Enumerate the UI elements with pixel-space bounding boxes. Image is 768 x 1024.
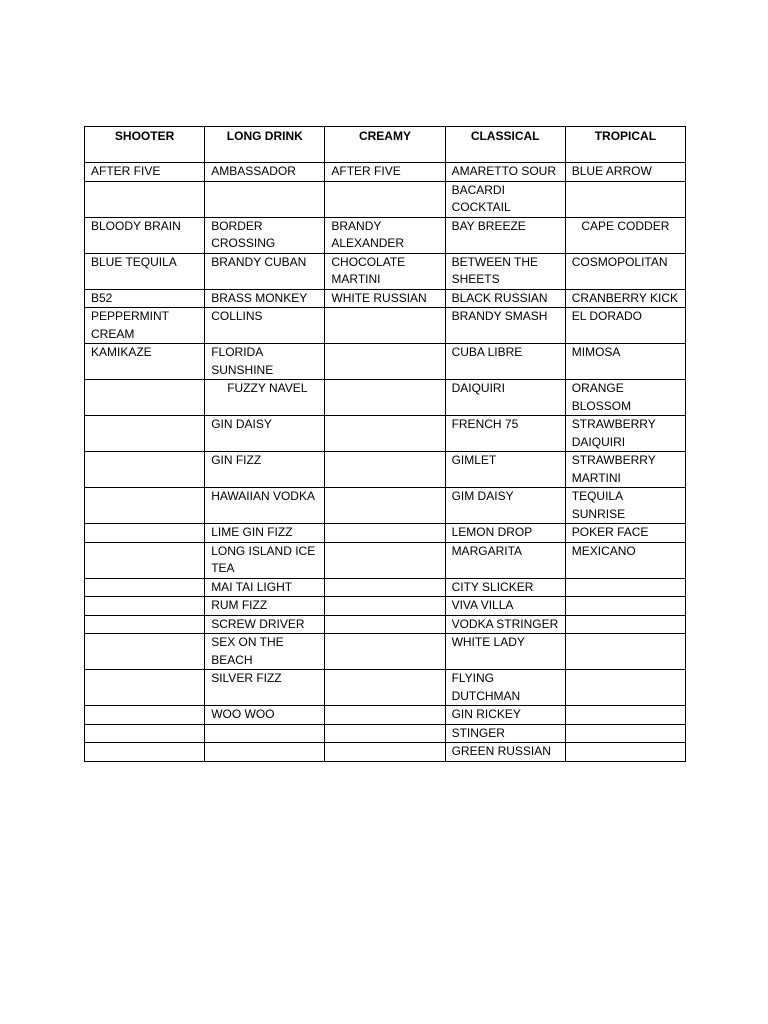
- cell-shooter: [85, 706, 205, 725]
- cell-creamy: [325, 488, 445, 524]
- cell-tropical: EL DORADO: [565, 308, 685, 344]
- cell-long-drink: [205, 181, 325, 217]
- cell-tropical: POKER FACE: [565, 524, 685, 543]
- cell-creamy: [325, 181, 445, 217]
- cell-long-drink: WOO WOO: [205, 706, 325, 725]
- cell-shooter: BLOODY BRAIN: [85, 217, 205, 253]
- cell-shooter: [85, 380, 205, 416]
- table-row: [85, 597, 686, 616]
- cell-long-drink: RUM FIZZ: [205, 597, 325, 616]
- cell-classical: STINGER: [445, 724, 565, 743]
- cell-tropical: [565, 615, 685, 634]
- cell-tropical: STRAWBERRY MARTINI: [565, 452, 685, 488]
- cell-long-drink: BRANDY CUBAN: [205, 253, 325, 289]
- cell-tropical: [565, 706, 685, 725]
- table-header-row: [85, 127, 686, 163]
- cell-classical: GIN RICKEY: [445, 706, 565, 725]
- cell-shooter: [85, 743, 205, 762]
- cell-long-drink: GIN DAISY: [205, 416, 325, 452]
- cell-creamy: BRANDY ALEXANDER: [325, 217, 445, 253]
- cell-shooter: [85, 416, 205, 452]
- cell-shooter: [85, 597, 205, 616]
- cell-tropical: CRANBERRY KICK: [565, 289, 685, 308]
- table-row: [85, 488, 686, 524]
- cell-long-drink: FUZZY NAVEL: [205, 380, 325, 416]
- table-body: [85, 163, 686, 762]
- cell-tropical: MIMOSA: [565, 344, 685, 380]
- table-row: [85, 724, 686, 743]
- cell-long-drink: GIN FIZZ: [205, 452, 325, 488]
- cell-classical: MARGARITA: [445, 542, 565, 578]
- table-row: [85, 416, 686, 452]
- cell-classical: GREEN RUSSIAN: [445, 743, 565, 762]
- cell-long-drink: LIME GIN FIZZ: [205, 524, 325, 543]
- cell-tropical: TEQUILA SUNRISE: [565, 488, 685, 524]
- cell-long-drink: [205, 743, 325, 762]
- cell-tropical: MEXICANO: [565, 542, 685, 578]
- cell-creamy: [325, 542, 445, 578]
- cell-shooter: KAMIKAZE: [85, 344, 205, 380]
- cell-classical: AMARETTO SOUR: [445, 163, 565, 182]
- cell-tropical: COSMOPOLITAN: [565, 253, 685, 289]
- cell-creamy: [325, 597, 445, 616]
- cell-shooter: [85, 488, 205, 524]
- cell-tropical: [565, 634, 685, 670]
- cell-shooter: [85, 524, 205, 543]
- cell-classical: VIVA VILLA: [445, 597, 565, 616]
- column-header-classical: CLASSICAL: [445, 127, 565, 163]
- cell-tropical: STRAWBERRY DAIQUIRI: [565, 416, 685, 452]
- cell-long-drink: HAWAIIAN VODKA: [205, 488, 325, 524]
- cell-creamy: [325, 578, 445, 597]
- cell-creamy: [325, 634, 445, 670]
- cell-long-drink: BORDER CROSSING: [205, 217, 325, 253]
- cell-creamy: [325, 308, 445, 344]
- table-row: [85, 163, 686, 182]
- cell-shooter: [85, 452, 205, 488]
- table-row: [85, 542, 686, 578]
- cell-long-drink: AMBASSADOR: [205, 163, 325, 182]
- column-header-long-drink: LONG DRINK: [205, 127, 325, 163]
- cell-classical: FLYING DUTCHMAN: [445, 670, 565, 706]
- cell-tropical: [565, 743, 685, 762]
- cell-shooter: [85, 634, 205, 670]
- cell-creamy: [325, 524, 445, 543]
- table-row: [85, 743, 686, 762]
- cell-classical: BETWEEN THE SHEETS: [445, 253, 565, 289]
- cell-classical: WHITE LADY: [445, 634, 565, 670]
- table-row: [85, 452, 686, 488]
- table-row: [85, 308, 686, 344]
- cell-long-drink: SEX ON THE BEACH: [205, 634, 325, 670]
- table-row: [85, 253, 686, 289]
- cell-creamy: [325, 615, 445, 634]
- column-header-shooter: SHOOTER: [85, 127, 205, 163]
- cell-classical: VODKA STRINGER: [445, 615, 565, 634]
- cell-classical: BLACK RUSSIAN: [445, 289, 565, 308]
- cell-shooter: [85, 578, 205, 597]
- cell-classical: DAIQUIRI: [445, 380, 565, 416]
- cell-long-drink: BRASS MONKEY: [205, 289, 325, 308]
- cell-shooter: [85, 615, 205, 634]
- cell-tropical: CAPE CODDER: [565, 217, 685, 253]
- table-row: [85, 380, 686, 416]
- cell-classical: GIM DAISY: [445, 488, 565, 524]
- table-row: [85, 670, 686, 706]
- cell-classical: BRANDY SMASH: [445, 308, 565, 344]
- table-row: [85, 217, 686, 253]
- cell-classical: CITY SLICKER: [445, 578, 565, 597]
- cell-creamy: [325, 706, 445, 725]
- cell-shooter: AFTER FIVE: [85, 163, 205, 182]
- cell-creamy: [325, 670, 445, 706]
- table-row: [85, 578, 686, 597]
- cell-long-drink: MAI TAI LIGHT: [205, 578, 325, 597]
- table-row: [85, 181, 686, 217]
- column-header-creamy: CREAMY: [325, 127, 445, 163]
- table-row: [85, 615, 686, 634]
- cell-shooter: B52: [85, 289, 205, 308]
- cell-long-drink: [205, 724, 325, 743]
- cell-classical: LEMON DROP: [445, 524, 565, 543]
- table-row: [85, 289, 686, 308]
- column-header-tropical: TROPICAL: [565, 127, 685, 163]
- cell-creamy: [325, 743, 445, 762]
- cell-creamy: [325, 380, 445, 416]
- cell-tropical: [565, 597, 685, 616]
- cell-creamy: [325, 344, 445, 380]
- cell-creamy: [325, 452, 445, 488]
- cell-shooter: [85, 670, 205, 706]
- table-row: [85, 344, 686, 380]
- cell-tropical: BLUE ARROW: [565, 163, 685, 182]
- table-row: [85, 634, 686, 670]
- cell-long-drink: SCREW DRIVER: [205, 615, 325, 634]
- table-row: [85, 706, 686, 725]
- cell-shooter: [85, 542, 205, 578]
- cell-tropical: [565, 578, 685, 597]
- cell-tropical: [565, 670, 685, 706]
- cell-creamy: AFTER FIVE: [325, 163, 445, 182]
- cell-tropical: [565, 181, 685, 217]
- cell-tropical: ORANGE BLOSSOM: [565, 380, 685, 416]
- cell-creamy: CHOCOLATE MARTINI: [325, 253, 445, 289]
- cell-shooter: BLUE TEQUILA: [85, 253, 205, 289]
- cell-tropical: [565, 724, 685, 743]
- cell-creamy: WHITE RUSSIAN: [325, 289, 445, 308]
- cell-creamy: [325, 724, 445, 743]
- cell-shooter: [85, 181, 205, 217]
- table-row: [85, 524, 686, 543]
- cell-shooter: PEPPERMINT CREAM: [85, 308, 205, 344]
- cell-classical: FRENCH 75: [445, 416, 565, 452]
- cell-long-drink: COLLINS: [205, 308, 325, 344]
- cell-classical: BAY BREEZE: [445, 217, 565, 253]
- cell-long-drink: LONG ISLAND ICE TEA: [205, 542, 325, 578]
- cell-shooter: [85, 724, 205, 743]
- cell-classical: CUBA LIBRE: [445, 344, 565, 380]
- cell-classical: GIMLET: [445, 452, 565, 488]
- cell-classical: BACARDI COCKTAIL: [445, 181, 565, 217]
- cocktail-category-table: [84, 126, 686, 762]
- cell-long-drink: FLORIDA SUNSHINE: [205, 344, 325, 380]
- cell-creamy: [325, 416, 445, 452]
- cell-long-drink: SILVER FIZZ: [205, 670, 325, 706]
